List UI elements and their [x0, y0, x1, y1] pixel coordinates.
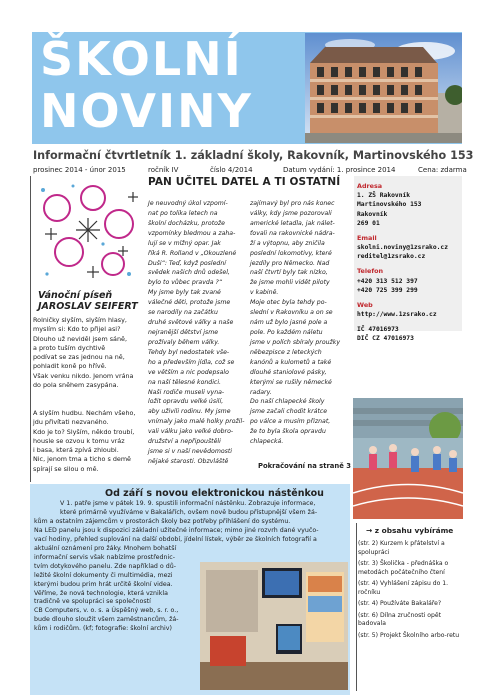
poem-line: podívat se zas jednou na ně,: [33, 353, 125, 362]
news-line: bude dlouho sloužit všem zaměstnancům, žá-: [34, 616, 179, 624]
article-title: PAN UČITEL DATEL A TI OSTATNÍ: [148, 176, 341, 188]
poem-title-line1: Vánoční píseň: [38, 290, 113, 301]
poem-line: spírají se silou o mě.: [33, 464, 99, 473]
news-paragraph-1: [60, 500, 317, 518]
contents-item[interactable]: (str. 4) Používáte Bakaláře?: [358, 600, 442, 608]
article-line: ve větším a nic podepsalo: [148, 368, 229, 376]
poem-line: pohladit koně po hřívě.: [33, 362, 107, 371]
article-line: My jsme byly tak zvané: [148, 289, 221, 297]
news-line: kterými budou prim hrát určitě školní videa.: [34, 580, 173, 588]
article-line: Tehdy byl nedostatek vše-: [148, 348, 230, 356]
issue-volume: ročník IV: [148, 166, 179, 174]
web-link[interactable]: http://www.1zsrako.cz: [357, 311, 437, 319]
article-line: nám už bylo jasné pole a: [250, 319, 328, 327]
contents-title: [366, 526, 453, 535]
article-line: školní docházku, protože: [148, 219, 225, 227]
web-label: Web: [357, 300, 373, 309]
issue-date: Datum vydání: 1. prosince 2014: [283, 166, 396, 174]
poem-line: Nic, jenom tma a ticho s demě: [33, 455, 131, 464]
news-line: kům i rodičům. (kf; fotografie: školní archiv): [34, 625, 172, 633]
article-line: radary.: [250, 388, 272, 396]
article-line: Je neuvodný úkol vzpomí-: [148, 200, 228, 207]
news-line: kům a ostatním zájemcům v prostorách školy bez potřeby přihlášení do systému.: [34, 518, 291, 525]
news-line: které primárně využíváme v Bakalářích, ovšem nově budou přístupnější všem žá-: [60, 508, 318, 516]
article-line: že to byla škola opravdu: [250, 428, 326, 436]
article-line: lují se v mlžný opar. Jak: [148, 239, 221, 247]
news-line: tradičně ve spolupráci se společností: [34, 598, 151, 606]
article-line: se narodily na začátku: [148, 309, 218, 317]
news-title: Od září s novou elektronickou nástěnkou: [105, 488, 324, 499]
article-column-2: [250, 199, 352, 461]
contents-list: [358, 540, 462, 640]
article-line: druhé světové války a naše: [148, 319, 234, 327]
article-line: Do naší chlapecké školy: [250, 398, 325, 406]
article-line: americké letadla, jak nálet-: [250, 219, 335, 227]
article-line: Naši rodiče museli vyna-: [148, 388, 225, 396]
address-line: 269 01: [357, 219, 380, 227]
news-line: vací hodiny, přehled suplování na další období, jídelní lístek, výběr ze školních fotografií a: [34, 535, 317, 543]
contents-item[interactable]: (str. 2) Kurzem k přátelství a spolupráci: [358, 540, 445, 556]
issue-price: Cena: zdarma: [418, 166, 467, 174]
contents-item[interactable]: (str. 4) Vyhlášení zápisu do 1. ročníku: [358, 580, 449, 596]
article-line: nejranější dětství jsme: [148, 328, 219, 336]
email-link[interactable]: skolni.noviny@1zsrako.cz: [357, 244, 448, 252]
article-line: něbezpisce z leteckých: [250, 348, 322, 356]
newspaper-title-line1: ŠKOLNÍ: [40, 32, 243, 86]
poem-line: Rolničky slyším, slyším hlasy,: [33, 316, 127, 324]
newspaper-subtitle: Informační čtvrtletník 1. základní školy, Rakovník, Martinovského 153: [33, 149, 474, 162]
phone-number: +420 313 512 397: [357, 277, 418, 285]
poem-line: a proto tuším dychtivě: [33, 343, 106, 352]
poem-line: housle se ozvou k tomu vráz: [33, 436, 125, 445]
article-line: po válce a musím přiznat,: [250, 418, 331, 426]
poem-title: [38, 290, 138, 313]
contents-item[interactable]: (str. 3) Školička - přednáška o metodách počátečního čtení: [358, 560, 449, 576]
poem-line: do pola sněhem zasypána.: [33, 380, 119, 389]
contents-title-text: z obsahu vybíráme: [374, 526, 454, 535]
article-line: ho a především jídla, což se: [148, 358, 235, 366]
company-id: IČ 47016973: [357, 326, 399, 334]
phone-label: Telefon: [357, 267, 384, 276]
news-line: tvím dotykového panelu. Zde například o dů-: [34, 562, 177, 570]
newspaper-title-line2: NOVINY: [40, 84, 253, 138]
article-line: nějaké starosti. Obzvláště: [148, 457, 229, 465]
contents-item[interactable]: (str. 6) Dílna zručnosti opět badovala: [358, 611, 441, 628]
article-line: na naší tělesné kondici.: [148, 378, 222, 386]
article-line: vzpomínky bledmou a zaha-: [148, 229, 236, 237]
article-line: poslední lokomotivy, které: [250, 249, 332, 257]
article-line: Moje otec byla tehdy po-: [250, 299, 327, 307]
article-line: Duši“: Teď, když poslední: [148, 259, 226, 267]
article-line: kanónů a kulometů a také: [250, 358, 332, 366]
poem-line: myslím si: Kdo to přijel asi?: [33, 325, 121, 334]
article-line: prožívaly během války.: [148, 338, 220, 346]
poem-line: Dlouho už neviděl jsem sáně,: [33, 334, 127, 343]
vat-id: DIČ CZ 47016973: [357, 335, 414, 343]
email-link[interactable]: reditel@1zsrako.cz: [357, 253, 426, 261]
address-line: Martinovského 153: [357, 201, 422, 209]
article-line: svědek našich dnů odešel,: [148, 269, 230, 277]
address-line: 1. ZŠ Rakovník: [357, 192, 411, 200]
arrow-right-icon: →: [366, 526, 375, 535]
contact-box: [354, 176, 462, 343]
poem-stanza-1: [33, 316, 133, 390]
article-line: válečné děti, protože jsme: [148, 299, 231, 307]
article-column-1: [148, 199, 249, 465]
email-label: Email: [357, 233, 377, 242]
article-line: říká R. Rolland v „Okouzlené: [148, 249, 237, 257]
article-line: jsme začali chodit krátce: [250, 408, 328, 416]
news-line: aktuální oznámení pro žáky. Mnohem bohatší: [34, 544, 177, 552]
article-line: jsme si v naší nevědomosti: [148, 448, 232, 456]
news-line: Na LED panelu jsou k dispozici základní užitečné informace; mimo jiné rozvrh dané vyučo-: [34, 526, 319, 534]
poem-line: Však venku nikdo. Jenom vrána: [33, 371, 134, 380]
article-line: družství a nepřipouštěli: [148, 438, 221, 446]
article-line: ťovali na rakovnické nádra-: [250, 229, 335, 237]
address-label: Adresa: [357, 182, 383, 190]
article-line: chlapecká.: [250, 438, 284, 446]
poem-line: Kdo je to? Slyším, někdo troubí,: [33, 427, 135, 436]
phone-number: +420 725 399 299: [357, 286, 418, 294]
article-line: zajímavý byl pro nás konec: [250, 200, 335, 207]
poem-line: jdu přivítati nezvaného.: [33, 418, 109, 427]
news-line: informační servis však nabízíme prostřednic-: [34, 553, 176, 561]
article-line: bylo to vůbec pravda ?“: [148, 279, 223, 287]
issue-period: prosinec 2014 - únor 2015: [33, 166, 126, 174]
children-playground-photo: [353, 398, 463, 519]
news-line: V 1. patře jsme v pátek 19. 9. spustili informační nástěnku. Zobrazuje informace,: [60, 500, 316, 507]
address-line: Rakovník: [357, 210, 388, 218]
school-building-photo: [305, 33, 462, 143]
article-line: dlouhé staniolové pásky,: [250, 368, 327, 376]
continued-link[interactable]: Pokračování na straně 3: [258, 462, 351, 470]
poem-stanza-2: [33, 409, 135, 474]
contents-item[interactable]: (str. 5) Projekt Školního arbo-retu: [358, 631, 460, 639]
article-line: naší čtvrtí byly tak nízko,: [250, 269, 328, 277]
article-line: jsme v polích sbíraly proužky: [250, 338, 341, 346]
article-line: vali válku jako velké dobro-: [148, 428, 234, 436]
article-line: pole. Po každém náletu: [250, 328, 323, 336]
article-line: války, kdy jsme pozorovali: [250, 209, 332, 217]
article-line: ží a výtopnu, aby zničila: [250, 239, 325, 247]
news-line: CB Computers, v. o. s. a Úspěšný web, s. r. o.,: [34, 607, 179, 615]
news-line: Věříme, že nová technologie, která vznikla: [34, 589, 168, 597]
led-panel-photo: [200, 562, 348, 690]
article-line: ložit opravdu velké úsilí,: [148, 398, 224, 406]
article-line: slední v Rakovníku a on se: [250, 309, 333, 317]
article-line: jezdily pro Německo. Nad: [250, 259, 330, 267]
article-line: vnímaly jako malé holky prožil-: [148, 418, 245, 426]
article-line: kterými se rušily německé: [250, 378, 332, 386]
poem-line: A slyším hudbu. Nechám všeho,: [33, 409, 136, 417]
snowflake-illustration: [33, 178, 141, 286]
article-line: že jsme mohli vidět piloty: [250, 279, 330, 287]
poem-line: i basa, která zpívá zhloubi.: [33, 446, 119, 455]
article-line: nat po tolika letech na: [148, 209, 218, 217]
poem-author: JAROSLAV SEIFERT: [38, 301, 138, 313]
issue-number: číslo 4/2014: [210, 166, 253, 174]
article-line: v kabině.: [250, 289, 279, 297]
news-line: ležité školní dokumenty či multimédia, mezi: [34, 571, 173, 579]
article-line: aby uživili rodinu. My jsme: [148, 408, 231, 416]
